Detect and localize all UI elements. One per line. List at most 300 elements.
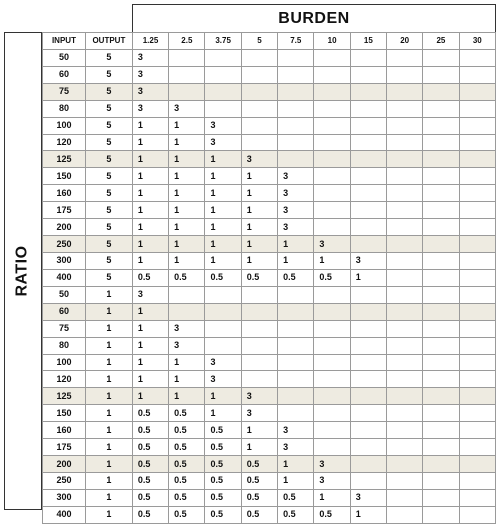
value-cell <box>459 151 495 168</box>
value-cell: 1 <box>169 219 205 236</box>
value-cell <box>278 320 314 337</box>
value-cell <box>350 117 386 134</box>
value-cell <box>350 151 386 168</box>
value-cell <box>169 303 205 320</box>
input-cell: 80 <box>43 100 86 117</box>
value-cell <box>459 49 495 66</box>
input-cell: 150 <box>43 168 86 185</box>
value-cell: 1 <box>169 371 205 388</box>
input-cell: 250 <box>43 236 86 253</box>
output-cell: 5 <box>85 236 132 253</box>
table-row <box>43 439 496 456</box>
value-cell <box>423 506 459 523</box>
value-cell: 1 <box>241 219 277 236</box>
value-cell: 0.5 <box>205 422 241 439</box>
value-cell: 3 <box>132 83 168 100</box>
value-cell <box>459 117 495 134</box>
value-cell <box>387 66 423 83</box>
value-cell <box>423 388 459 405</box>
value-cell <box>241 134 277 151</box>
value-cell <box>387 388 423 405</box>
value-cell <box>205 49 241 66</box>
value-cell <box>423 83 459 100</box>
value-cell <box>314 151 350 168</box>
output-cell: 5 <box>85 185 132 202</box>
output-cell: 1 <box>85 388 132 405</box>
value-cell: 0.5 <box>278 489 314 506</box>
value-cell <box>459 371 495 388</box>
value-cell <box>459 388 495 405</box>
value-cell: 0.5 <box>169 405 205 422</box>
value-cell: 3 <box>241 151 277 168</box>
output-cell: 1 <box>85 456 132 473</box>
value-cell: 3 <box>169 100 205 117</box>
value-cell: 1 <box>169 151 205 168</box>
value-cell <box>205 337 241 354</box>
output-cell: 5 <box>85 100 132 117</box>
value-cell: 0.5 <box>132 269 168 286</box>
input-cell: 50 <box>43 49 86 66</box>
value-cell <box>314 320 350 337</box>
input-cell: 200 <box>43 456 86 473</box>
value-cell: 1 <box>205 168 241 185</box>
value-cell <box>387 456 423 473</box>
output-cell: 5 <box>85 168 132 185</box>
value-cell: 3 <box>278 202 314 219</box>
value-cell <box>241 83 277 100</box>
value-cell <box>241 100 277 117</box>
input-cell: 75 <box>43 320 86 337</box>
value-cell: 3 <box>132 66 168 83</box>
value-cell <box>423 405 459 422</box>
value-cell <box>423 117 459 134</box>
burden-heading: BURDEN <box>132 4 496 32</box>
output-cell: 1 <box>85 371 132 388</box>
value-cell <box>459 472 495 489</box>
input-cell: 60 <box>43 66 86 83</box>
value-cell <box>387 337 423 354</box>
burden-header: 7.5 <box>278 33 314 50</box>
value-cell <box>423 202 459 219</box>
value-cell <box>459 134 495 151</box>
value-cell: 3 <box>350 489 386 506</box>
value-cell <box>459 100 495 117</box>
table-row <box>43 506 496 523</box>
burden-header: 15 <box>350 33 386 50</box>
output-cell: 5 <box>85 269 132 286</box>
value-cell <box>387 219 423 236</box>
value-cell: 0.5 <box>132 472 168 489</box>
value-cell <box>314 439 350 456</box>
value-cell <box>314 117 350 134</box>
value-cell: 1 <box>314 489 350 506</box>
value-cell: 0.5 <box>169 472 205 489</box>
table-row <box>43 405 496 422</box>
input-cell: 300 <box>43 489 86 506</box>
value-cell: 0.5 <box>132 405 168 422</box>
input-cell: 120 <box>43 134 86 151</box>
value-cell: 3 <box>314 456 350 473</box>
value-cell <box>350 100 386 117</box>
output-cell: 1 <box>85 286 132 303</box>
value-cell: 0.5 <box>278 269 314 286</box>
value-cell <box>387 134 423 151</box>
value-cell: 1 <box>132 388 168 405</box>
data-table <box>42 32 496 524</box>
value-cell <box>278 286 314 303</box>
value-cell: 3 <box>205 354 241 371</box>
table-row <box>43 371 496 388</box>
value-cell: 0.5 <box>132 456 168 473</box>
value-cell <box>314 405 350 422</box>
value-cell: 1 <box>132 320 168 337</box>
input-cell: 400 <box>43 269 86 286</box>
table-row <box>43 303 496 320</box>
value-cell: 1 <box>205 151 241 168</box>
burden-header: 20 <box>387 33 423 50</box>
burden-header: 3.75 <box>205 33 241 50</box>
input-cell: 100 <box>43 354 86 371</box>
value-cell <box>278 405 314 422</box>
input-cell: 160 <box>43 422 86 439</box>
burden-header: 30 <box>459 33 495 50</box>
value-cell: 1 <box>132 134 168 151</box>
input-cell: 50 <box>43 286 86 303</box>
value-cell <box>387 506 423 523</box>
value-cell <box>314 134 350 151</box>
value-cell <box>169 66 205 83</box>
value-cell <box>350 219 386 236</box>
value-cell: 1 <box>241 202 277 219</box>
value-cell <box>350 83 386 100</box>
value-cell <box>423 49 459 66</box>
value-cell <box>387 49 423 66</box>
value-cell <box>314 100 350 117</box>
value-cell <box>314 354 350 371</box>
value-cell <box>314 168 350 185</box>
value-cell: 0.5 <box>205 472 241 489</box>
output-cell: 1 <box>85 405 132 422</box>
value-cell <box>314 371 350 388</box>
value-cell: 1 <box>241 236 277 253</box>
value-cell: 1 <box>169 168 205 185</box>
value-cell <box>423 337 459 354</box>
value-cell: 1 <box>132 219 168 236</box>
table-row <box>43 472 496 489</box>
value-cell <box>387 100 423 117</box>
burden-header: 1.25 <box>132 33 168 50</box>
value-cell: 3 <box>132 49 168 66</box>
input-cell: 125 <box>43 151 86 168</box>
value-cell <box>169 49 205 66</box>
value-cell <box>314 422 350 439</box>
value-cell: 3 <box>205 134 241 151</box>
output-cell: 5 <box>85 134 132 151</box>
input-cell: 125 <box>43 388 86 405</box>
value-cell: 0.5 <box>205 489 241 506</box>
value-cell <box>169 286 205 303</box>
value-cell <box>459 456 495 473</box>
value-cell <box>278 337 314 354</box>
value-cell <box>314 286 350 303</box>
table-row <box>43 83 496 100</box>
input-cell: 75 <box>43 83 86 100</box>
table-row <box>43 151 496 168</box>
value-cell: 1 <box>350 506 386 523</box>
value-cell <box>387 185 423 202</box>
value-cell <box>205 303 241 320</box>
table-row <box>43 202 496 219</box>
value-cell <box>459 303 495 320</box>
value-cell <box>387 422 423 439</box>
value-cell: 0.5 <box>241 456 277 473</box>
output-cell: 5 <box>85 219 132 236</box>
value-cell <box>459 168 495 185</box>
value-cell: 1 <box>132 202 168 219</box>
value-cell: 1 <box>205 388 241 405</box>
value-cell <box>459 66 495 83</box>
value-cell: 3 <box>169 337 205 354</box>
value-cell <box>423 303 459 320</box>
value-cell <box>459 354 495 371</box>
value-cell <box>387 405 423 422</box>
value-cell: 1 <box>314 252 350 269</box>
burden-header: 10 <box>314 33 350 50</box>
value-cell <box>423 100 459 117</box>
value-cell <box>387 83 423 100</box>
value-cell <box>459 405 495 422</box>
value-cell <box>314 303 350 320</box>
value-cell <box>350 439 386 456</box>
value-cell: 1 <box>205 219 241 236</box>
value-cell <box>350 236 386 253</box>
value-cell: 3 <box>314 236 350 253</box>
input-cell: 80 <box>43 337 86 354</box>
value-cell: 1 <box>169 252 205 269</box>
value-cell <box>387 320 423 337</box>
table-row <box>43 286 496 303</box>
output-cell: 1 <box>85 337 132 354</box>
value-cell <box>387 371 423 388</box>
table-row <box>43 456 496 473</box>
value-cell: 3 <box>241 405 277 422</box>
table-row <box>43 489 496 506</box>
value-cell <box>350 337 386 354</box>
table-row <box>43 252 496 269</box>
output-cell: 5 <box>85 252 132 269</box>
value-cell <box>423 456 459 473</box>
value-cell <box>350 202 386 219</box>
output-cell: 1 <box>85 489 132 506</box>
value-cell: 0.5 <box>169 439 205 456</box>
value-cell <box>278 371 314 388</box>
value-cell <box>459 83 495 100</box>
output-cell: 5 <box>85 202 132 219</box>
value-cell: 1 <box>132 185 168 202</box>
value-cell <box>278 354 314 371</box>
value-cell <box>387 117 423 134</box>
value-cell <box>278 83 314 100</box>
value-cell <box>387 202 423 219</box>
output-cell: 1 <box>85 422 132 439</box>
value-cell <box>423 134 459 151</box>
value-cell: 1 <box>205 185 241 202</box>
value-cell <box>278 100 314 117</box>
value-cell: 0.5 <box>169 506 205 523</box>
value-cell <box>459 185 495 202</box>
value-cell: 1 <box>132 117 168 134</box>
value-cell: 3 <box>241 388 277 405</box>
value-cell: 1 <box>205 252 241 269</box>
value-cell <box>423 236 459 253</box>
value-cell: 3 <box>350 252 386 269</box>
value-cell <box>423 185 459 202</box>
value-cell <box>314 83 350 100</box>
value-cell: 1 <box>169 134 205 151</box>
value-cell <box>423 252 459 269</box>
value-cell <box>387 354 423 371</box>
value-cell <box>387 303 423 320</box>
value-cell <box>387 236 423 253</box>
table-row <box>43 100 496 117</box>
value-cell: 3 <box>278 185 314 202</box>
value-cell: 0.5 <box>132 506 168 523</box>
input-cell: 200 <box>43 219 86 236</box>
table-row <box>43 49 496 66</box>
value-cell: 0.5 <box>241 269 277 286</box>
value-cell: 1 <box>241 422 277 439</box>
value-cell: 3 <box>169 320 205 337</box>
value-cell: 0.5 <box>132 422 168 439</box>
output-cell: 5 <box>85 83 132 100</box>
output-cell: 1 <box>85 354 132 371</box>
value-cell <box>459 202 495 219</box>
value-cell <box>350 185 386 202</box>
value-cell: 1 <box>205 202 241 219</box>
value-cell <box>205 320 241 337</box>
table-row <box>43 168 496 185</box>
input-cell: 100 <box>43 117 86 134</box>
value-cell: 0.5 <box>132 489 168 506</box>
value-cell <box>350 371 386 388</box>
value-cell: 1 <box>169 354 205 371</box>
value-cell: 3 <box>205 371 241 388</box>
value-cell <box>205 66 241 83</box>
input-cell: 160 <box>43 185 86 202</box>
input-cell: 175 <box>43 202 86 219</box>
table-row <box>43 219 496 236</box>
value-cell: 1 <box>241 252 277 269</box>
value-cell: 3 <box>278 219 314 236</box>
value-cell <box>423 320 459 337</box>
value-cell: 0.5 <box>205 269 241 286</box>
value-cell <box>350 388 386 405</box>
value-cell <box>314 66 350 83</box>
value-cell: 0.5 <box>169 456 205 473</box>
ratio-heading-text: RATIO <box>14 245 31 297</box>
header-row <box>43 33 496 50</box>
value-cell <box>423 422 459 439</box>
value-cell <box>423 66 459 83</box>
value-cell <box>423 168 459 185</box>
value-cell: 1 <box>278 236 314 253</box>
value-cell <box>387 269 423 286</box>
table-row <box>43 388 496 405</box>
value-cell <box>350 405 386 422</box>
value-cell <box>423 489 459 506</box>
burden-header: 2.5 <box>169 33 205 50</box>
output-header: OUTPUT <box>85 33 132 50</box>
table-row <box>43 422 496 439</box>
value-cell <box>459 286 495 303</box>
value-cell <box>387 489 423 506</box>
value-cell <box>459 489 495 506</box>
value-cell <box>205 286 241 303</box>
burden-header: 25 <box>423 33 459 50</box>
value-cell <box>241 49 277 66</box>
value-cell <box>350 134 386 151</box>
value-cell <box>314 388 350 405</box>
value-cell <box>350 472 386 489</box>
value-cell <box>387 151 423 168</box>
value-cell: 0.5 <box>205 456 241 473</box>
value-cell: 1 <box>169 202 205 219</box>
value-cell <box>350 422 386 439</box>
input-cell: 175 <box>43 439 86 456</box>
value-cell <box>350 286 386 303</box>
value-cell <box>241 286 277 303</box>
value-cell <box>350 66 386 83</box>
value-cell: 3 <box>132 100 168 117</box>
value-cell <box>387 168 423 185</box>
value-cell: 1 <box>169 117 205 134</box>
value-cell: 1 <box>132 354 168 371</box>
value-cell: 1 <box>132 303 168 320</box>
value-cell: 0.5 <box>241 506 277 523</box>
value-cell <box>459 422 495 439</box>
burden-header: 5 <box>241 33 277 50</box>
output-cell: 5 <box>85 117 132 134</box>
value-cell <box>459 252 495 269</box>
value-cell: 1 <box>169 236 205 253</box>
value-cell: 1 <box>132 252 168 269</box>
value-cell: 0.5 <box>314 506 350 523</box>
table-row <box>43 269 496 286</box>
value-cell <box>459 269 495 286</box>
value-cell: 1 <box>278 456 314 473</box>
table-row <box>43 117 496 134</box>
value-cell <box>169 83 205 100</box>
output-cell: 1 <box>85 506 132 523</box>
value-cell <box>278 117 314 134</box>
value-cell <box>423 472 459 489</box>
input-cell: 250 <box>43 472 86 489</box>
value-cell <box>459 439 495 456</box>
value-cell: 0.5 <box>205 439 241 456</box>
value-cell: 0.5 <box>205 506 241 523</box>
input-cell: 120 <box>43 371 86 388</box>
value-cell <box>423 151 459 168</box>
value-cell: 3 <box>205 117 241 134</box>
value-cell <box>350 320 386 337</box>
value-cell: 3 <box>132 286 168 303</box>
value-cell <box>314 49 350 66</box>
value-cell <box>459 506 495 523</box>
value-cell <box>278 388 314 405</box>
value-cell <box>278 66 314 83</box>
value-cell: 0.5 <box>169 269 205 286</box>
value-cell <box>278 134 314 151</box>
